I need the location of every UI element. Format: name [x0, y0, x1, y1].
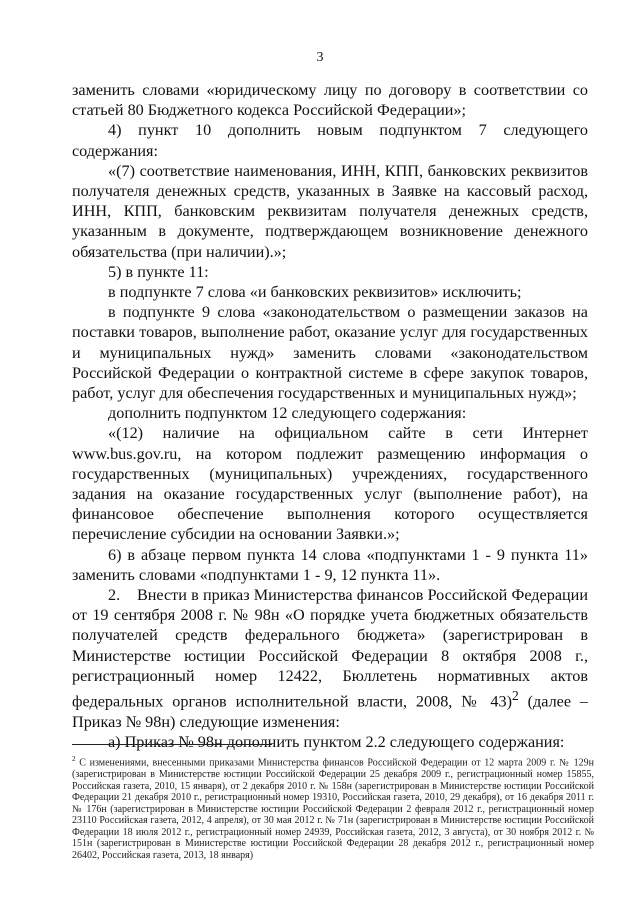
- paragraph: заменить словами «юридическому лицу по договору в соответствии со статьей 80 Бюджетного кодекса Российской Федерации»;: [72, 81, 588, 120]
- paragraph: 5) в пункте 11:: [108, 262, 209, 281]
- section-text-continued: (далее – Приказ № 98н) следующие изменения:: [72, 692, 588, 731]
- document-body: [72, 80, 588, 752]
- footnote-marker: 2: [72, 755, 76, 763]
- footnote-text: С изменениями, внесенными приказами Министерства финансов Российской Федерации от 12 марта 2009 г. № 129н (зарегистрирован в Министерстве юстиции Российской Федерации 25 декабря 2009 г., регистрационный номер 15855, Российская газета, 2010, 15 января), от 2 декабря 2010 г. № 158н (зарегистрирован в Министерстве юстиции Российской Федерации 21 декабря 2010 г., регистрационный номер 19310, Российская газета, 2010, 29 декабря), от 16 декабря 2011 г. № 176н (зарегистрирован в Министерстве юстиции Российской Федерации 2 февраля 2012 г., регистрационный номер 23110 Российская газета, 2012, 4 апреля), от 30 мая 2012 г. № 71н (зарегистрирован в Министерстве юстиции Российской Федерации 18 июля 2012 г., регистрационный номер 24939, Российская газета, 2012, 3 августа), от 30 ноября 2012 г. № 151н (зарегистрирован в Министерстве юстиции Российской Федерации 28 декабря 2012 г., регистрационный номер 26402, Российская газета, 2013, 18 января): [72, 757, 595, 862]
- footnote-divider: [72, 744, 272, 745]
- page-number: 3: [316, 50, 324, 65]
- footnote: [72, 754, 594, 862]
- footnote-reference[interactable]: 2: [511, 688, 519, 704]
- paragraph: 4) пункт 10 дополнить новым подпунктом 7 следующего содержания:: [72, 121, 588, 160]
- paragraph: а) Приказ № 98н дополнить пунктом 2.2 следующего содержания:: [108, 732, 565, 751]
- paragraph: в подпункте 9 слова «законодательством о размещении заказов на поставки товаров, выполнение работ, оказание услуг для государственных и муниципальных нужд» заменить словами «законодательством Российской Федерации о контрактной системе в сфере закупок товаров, работ, услуг для обеспечения государственных и муниципальных нужд»;: [72, 303, 588, 403]
- section-number: 2.: [108, 586, 121, 605]
- section-2-paragraph: [72, 585, 588, 732]
- paragraph: «(12) наличие на официальном сайте в сети Интернет www.bus.gov.ru, на котором подлежит размещению информация о государственных (муниципальных) учреждениях, государственного задания на оказание государственных услуг (выполнение работ), на финансовое обеспечение выполнения которого осуществляется перечисление субсидии на основании Заявки.»;: [72, 424, 588, 544]
- paragraph: 6) в абзаце первом пункта 14 слова «подпунктами 1 - 9 пункта 11» заменить словами «подпунктами 1 - 9, 12 пункта 11».: [72, 545, 588, 584]
- paragraph: «(7) соответствие наименования, ИНН, КПП, банковских реквизитов получателя денежных средств, указанных в Заявке на кассовый расход, ИНН, КПП, банковским реквизитам получателя денежных средств, указанным в документе, подтверждающем возникновение денежного обязательства (при наличии).»;: [72, 161, 588, 261]
- paragraph: дополнить подпунктом 12 следующего содержания:: [108, 404, 467, 423]
- section-text: Внести в приказ Министерства финансов Российской Федерации от 19 сентября 2008 г. № 98н «О порядке учета бюджетных обязательств получателей средств федерального бюджета» (зарегистрирован в Министерстве юстиции Российской Федерации 8 октября 2008 г., регистрационный номер 12422, Бюллетень нормативных актов федеральных органов исполнительной власти, 2008, № 43): [72, 586, 588, 711]
- paragraph: в подпункте 7 слова «и банковских реквизитов» исключить;: [108, 283, 522, 302]
